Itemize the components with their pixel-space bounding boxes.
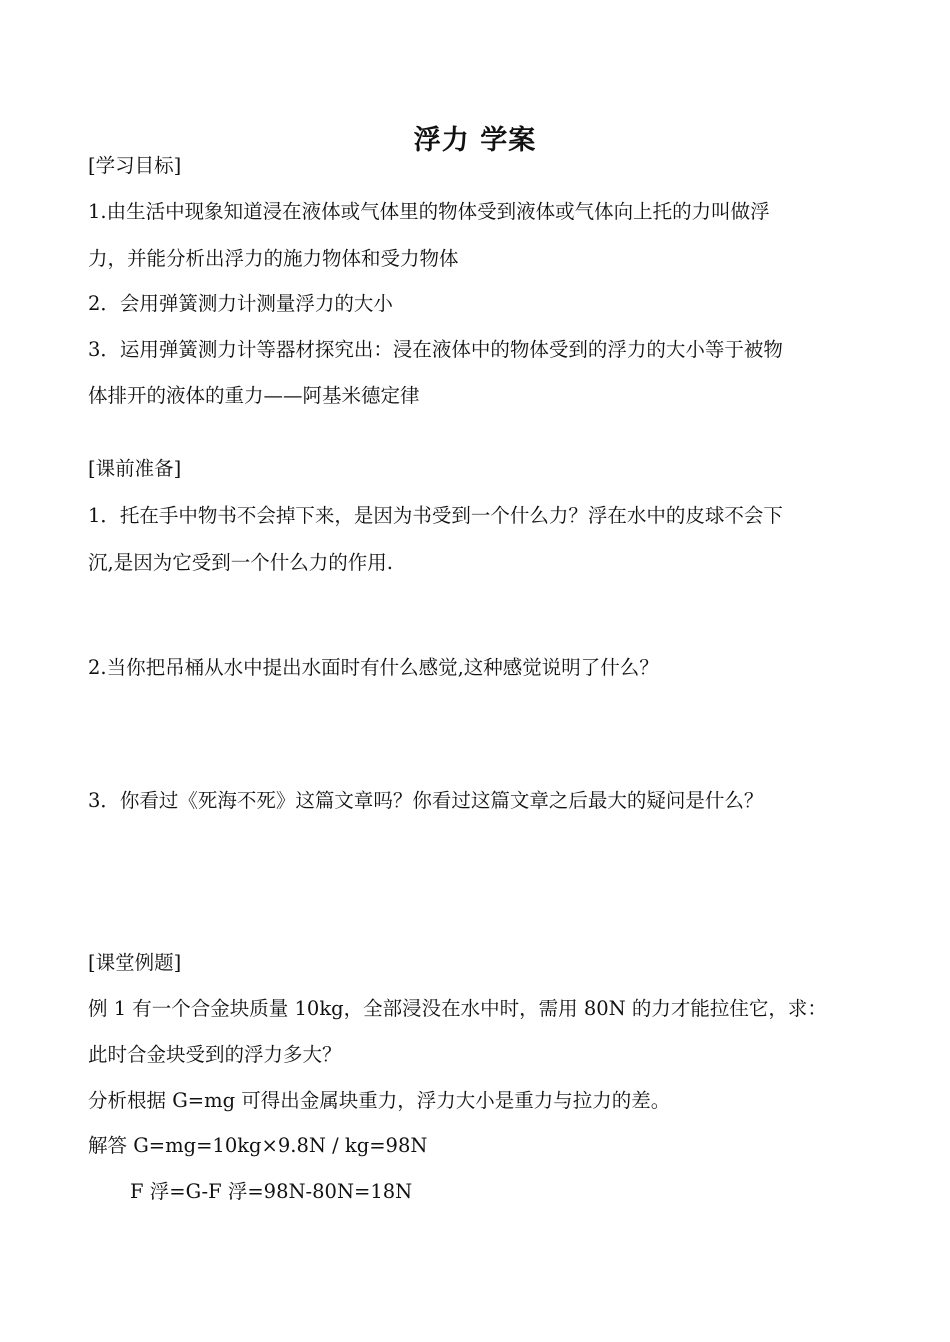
objectives-line: 力，并能分析出浮力的施力物体和受力物体	[88, 247, 459, 270]
objectives-heading: [学习目标]	[88, 154, 182, 177]
preparation-line: 3．你看过《死海不死》这篇文章吗？你看过这篇文章之后最大的疑问是什么？	[88, 789, 764, 812]
example-line: 例 1 有一个合金块质量 10kg，全部浸没在水中时，需用 80N 的力才能拉住它，求：	[88, 997, 827, 1020]
objectives-line: 体排开的液体的重力——阿基米德定律	[88, 384, 420, 407]
example-line: 此时合金块受到的浮力多大？	[88, 1043, 342, 1066]
preparation-line: 2.当你把吊桶从水中提出水面时有什么感觉,这种感觉说明了什么？	[88, 656, 659, 679]
objectives-line: 2．会用弹簧测力计测量浮力的大小	[88, 292, 393, 315]
example-line: 分析根据 G=mg 可得出金属块重力，浮力大小是重力与拉力的差。	[88, 1089, 671, 1112]
example-line: 解答 G=mg=10kg×9.8N / kg=98N	[88, 1134, 428, 1157]
preparation-line: 1．托在手中物书不会掉下来，是因为书受到一个什么力？浮在水中的皮球不会下	[88, 504, 783, 527]
example-line: F 浮=G-F 浮=98N-80N=18N	[130, 1180, 413, 1203]
objectives-line: 1.由生活中现象知道浸在液体或气体里的物体受到液体或气体向上托的力叫做浮	[88, 200, 770, 223]
examples-heading: [课堂例题]	[88, 951, 182, 974]
objectives-line: 3．运用弹簧测力计等器材探究出：浸在液体中的物体受到的浮力的大小等于被物	[88, 338, 783, 361]
preparation-heading: [课前准备]	[88, 457, 182, 480]
page-title: 浮力 学案	[413, 125, 537, 156]
preparation-line: 沉,是因为它受到一个什么力的作用.	[88, 551, 393, 574]
